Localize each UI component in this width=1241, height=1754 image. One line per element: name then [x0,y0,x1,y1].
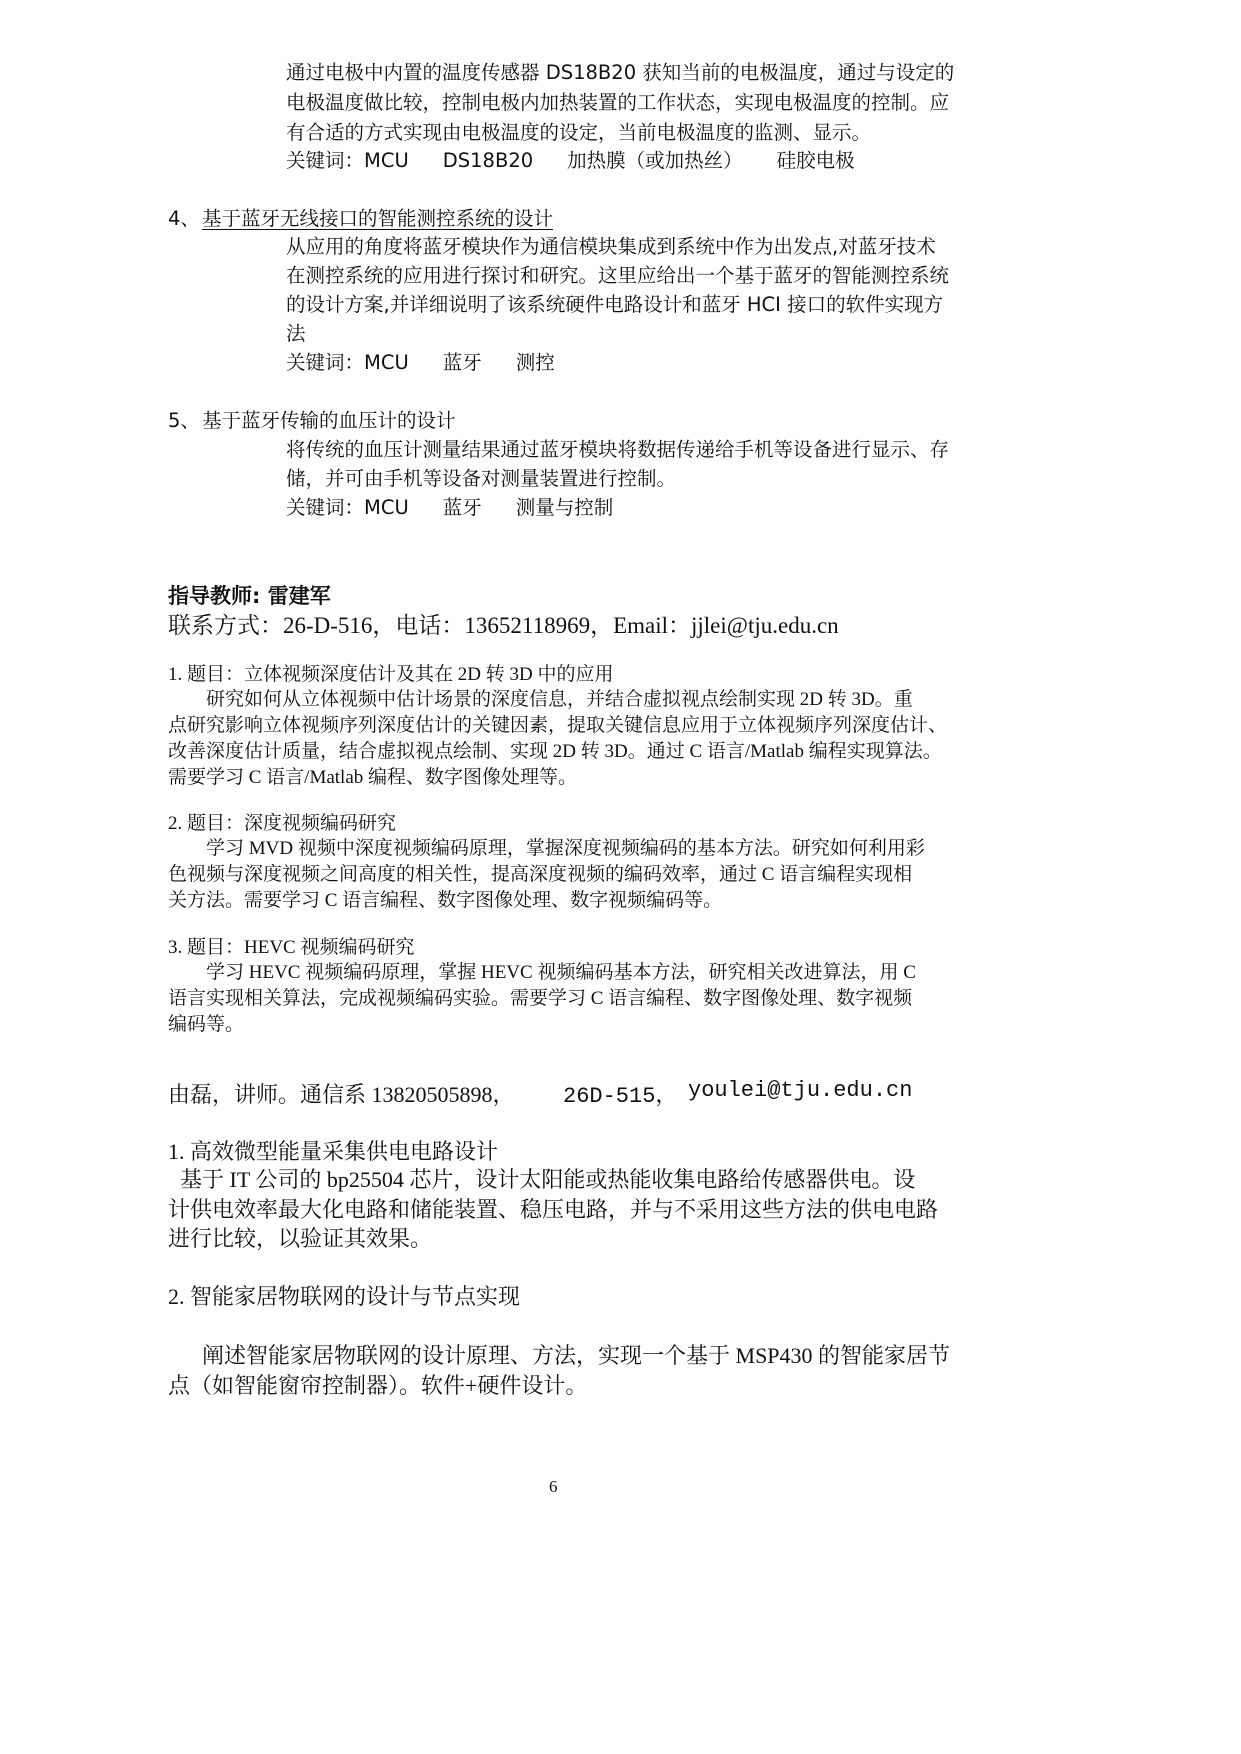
advisor1-topic1-line-3: 改善深度估计质量，结合虚拟视点绘制、实现 2D 转 3D。通过 C 语言/Matlab 编程实现算法。 [168,741,942,762]
advisor1-topic1-line-4: 需要学习 C 语言/Matlab 编程、数字图像处理等。 [168,767,578,788]
keyword: 硅胶电极 [776,149,855,172]
advisor1-topic1-title: 1. 题目：立体视频深度估计及其在 2D 转 3D 中的应用 [168,664,614,685]
advisor1-heading: 指导教师: 雷建军 [168,584,331,608]
topic4-line-3: 的设计方案,并详细说明了该系统硬件电路设计和蓝牙 HCI 接口的软件实现方 [286,293,944,316]
top-block-line-1: 通过电极中内置的温度传感器 DS18B20 获知当前的电极温度，通过与设定的 [286,61,955,84]
top-block-line-3: 有合适的方式实现由电极温度的设定，当前电极温度的监测、显示。 [286,121,872,144]
topic4-keywords [286,347,555,375]
advisor2-topic1-line-3: 进行比较，以验证其效果。 [168,1226,433,1251]
keyword: 蓝牙 [442,351,482,374]
topic4-number: 4、 [168,207,200,230]
advisor2-topic2-line-1: 阐述智能家居物联网的设计原理、方法，实现一个基于 MSP430 的智能家居节 [202,1343,951,1368]
advisor2-topic2-title: 2. 智能家居物联网的设计与节点实现 [168,1284,521,1309]
page-number: 6 [549,1477,558,1496]
keyword: 加热膜（或加热丝） [567,149,743,172]
advisor2-intro: 由磊，讲师。通信系 13820505898， [168,1082,515,1107]
topic4-line-1: 从应用的角度将蓝牙模块作为通信模块集成到系统中作为出发点,对蓝牙技术 [286,235,936,258]
advisor2-email: youlei@tju.edu.cn [688,1078,913,1103]
advisor2-topic1-title: 1. 高效微型能量采集供电电路设计 [168,1139,499,1164]
advisor1-topic3-line-3: 编码等。 [168,1014,245,1035]
advisor1-topic2-line-3: 关方法。需要学习 C 语言编程、数字图像处理、数字视频编码等。 [168,890,723,911]
topic5-line-2: 储，并可由手机等设备对测量装置进行控制。 [286,467,677,490]
advisor2-topic1-line-2: 计供电效率最大化电路和储能装置、稳压电路，并与不采用这些方法的供电电路 [168,1197,939,1222]
advisor1-topic2-title: 2. 题目：深度视频编码研究 [168,813,397,834]
topic5-number: 5、 [168,409,200,432]
advisor2-room: 26D-515， [563,1084,678,1109]
keywords-label: 关键词： [286,351,365,374]
topic5-line-1: 将传统的血压计测量结果通过蓝牙模块将数据传递给手机等设备进行显示、存 [286,438,950,461]
keyword: MCU [364,496,409,519]
advisor1-contact: 联系方式：26-D-516，电话：13652118969，Email：jjlei@tju.edu.cn [168,613,839,638]
advisor1-topic2-line-2: 色视频与深度视频之间高度的相关性，提高深度视频的编码效率，通过 C 语言编程实现相 [168,864,913,885]
topic5-title: 基于蓝牙传输的血压计的设计 [202,409,456,432]
keyword: MCU [364,149,409,172]
topic4-title: 基于蓝牙无线接口的智能测控系统的设计 [202,207,554,230]
advisor1-topic1-line-2: 点研究影响立体视频序列深度估计的关键因素，提取关键信息应用于立体视频序列深度估计、 [168,715,948,736]
keyword: MCU [364,351,409,374]
advisor2-topic1-line-1: 基于 IT 公司的 bp25504 芯片，设计太阳能或热能收集电路给传感器供电。设 [180,1167,916,1192]
advisor1-topic2-line-1: 学习 MVD 视频中深度视频编码原理，掌握深度视频编码的基本方法。研究如何利用彩 [206,838,925,859]
keywords-label: 关键词： [286,496,365,519]
advisor1-topic3-line-2: 语言实现相关算法，完成视频编码实验。需要学习 C 语言编程、数字图像处理、数字视频 [168,988,913,1009]
top-block-keywords [286,145,855,173]
keyword: 蓝牙 [442,496,482,519]
topic4-line-4: 法 [286,322,306,345]
advisor1-topic3-title: 3. 题目：HEVC 视频编码研究 [168,937,415,958]
keyword: 测量与控制 [515,496,614,519]
keywords-label: 关键词： [286,149,365,172]
top-block-line-2: 电极温度做比较，控制电极内加热装置的工作状态，实现电极温度的控制。应 [286,91,950,114]
keyword: DS18B20 [442,149,534,172]
keyword: 测控 [515,351,555,374]
topic5-keywords [286,492,613,520]
advisor1-topic1-line-1: 研究如何从立体视频中估计场景的深度信息，并结合虚拟视点绘制实现 2D 转 3D。重 [206,689,913,710]
advisor1-topic3-line-1: 学习 HEVC 视频编码原理，掌握 HEVC 视频编码基本方法，研究相关改进算法，用 C [206,962,916,983]
advisor2-topic2-line-2: 点（如智能窗帘控制器）。软件+硬件设计。 [168,1373,588,1398]
topic4-line-2: 在测控系统的应用进行探讨和研究。这里应给出一个基于蓝牙的智能测控系统 [286,264,950,287]
